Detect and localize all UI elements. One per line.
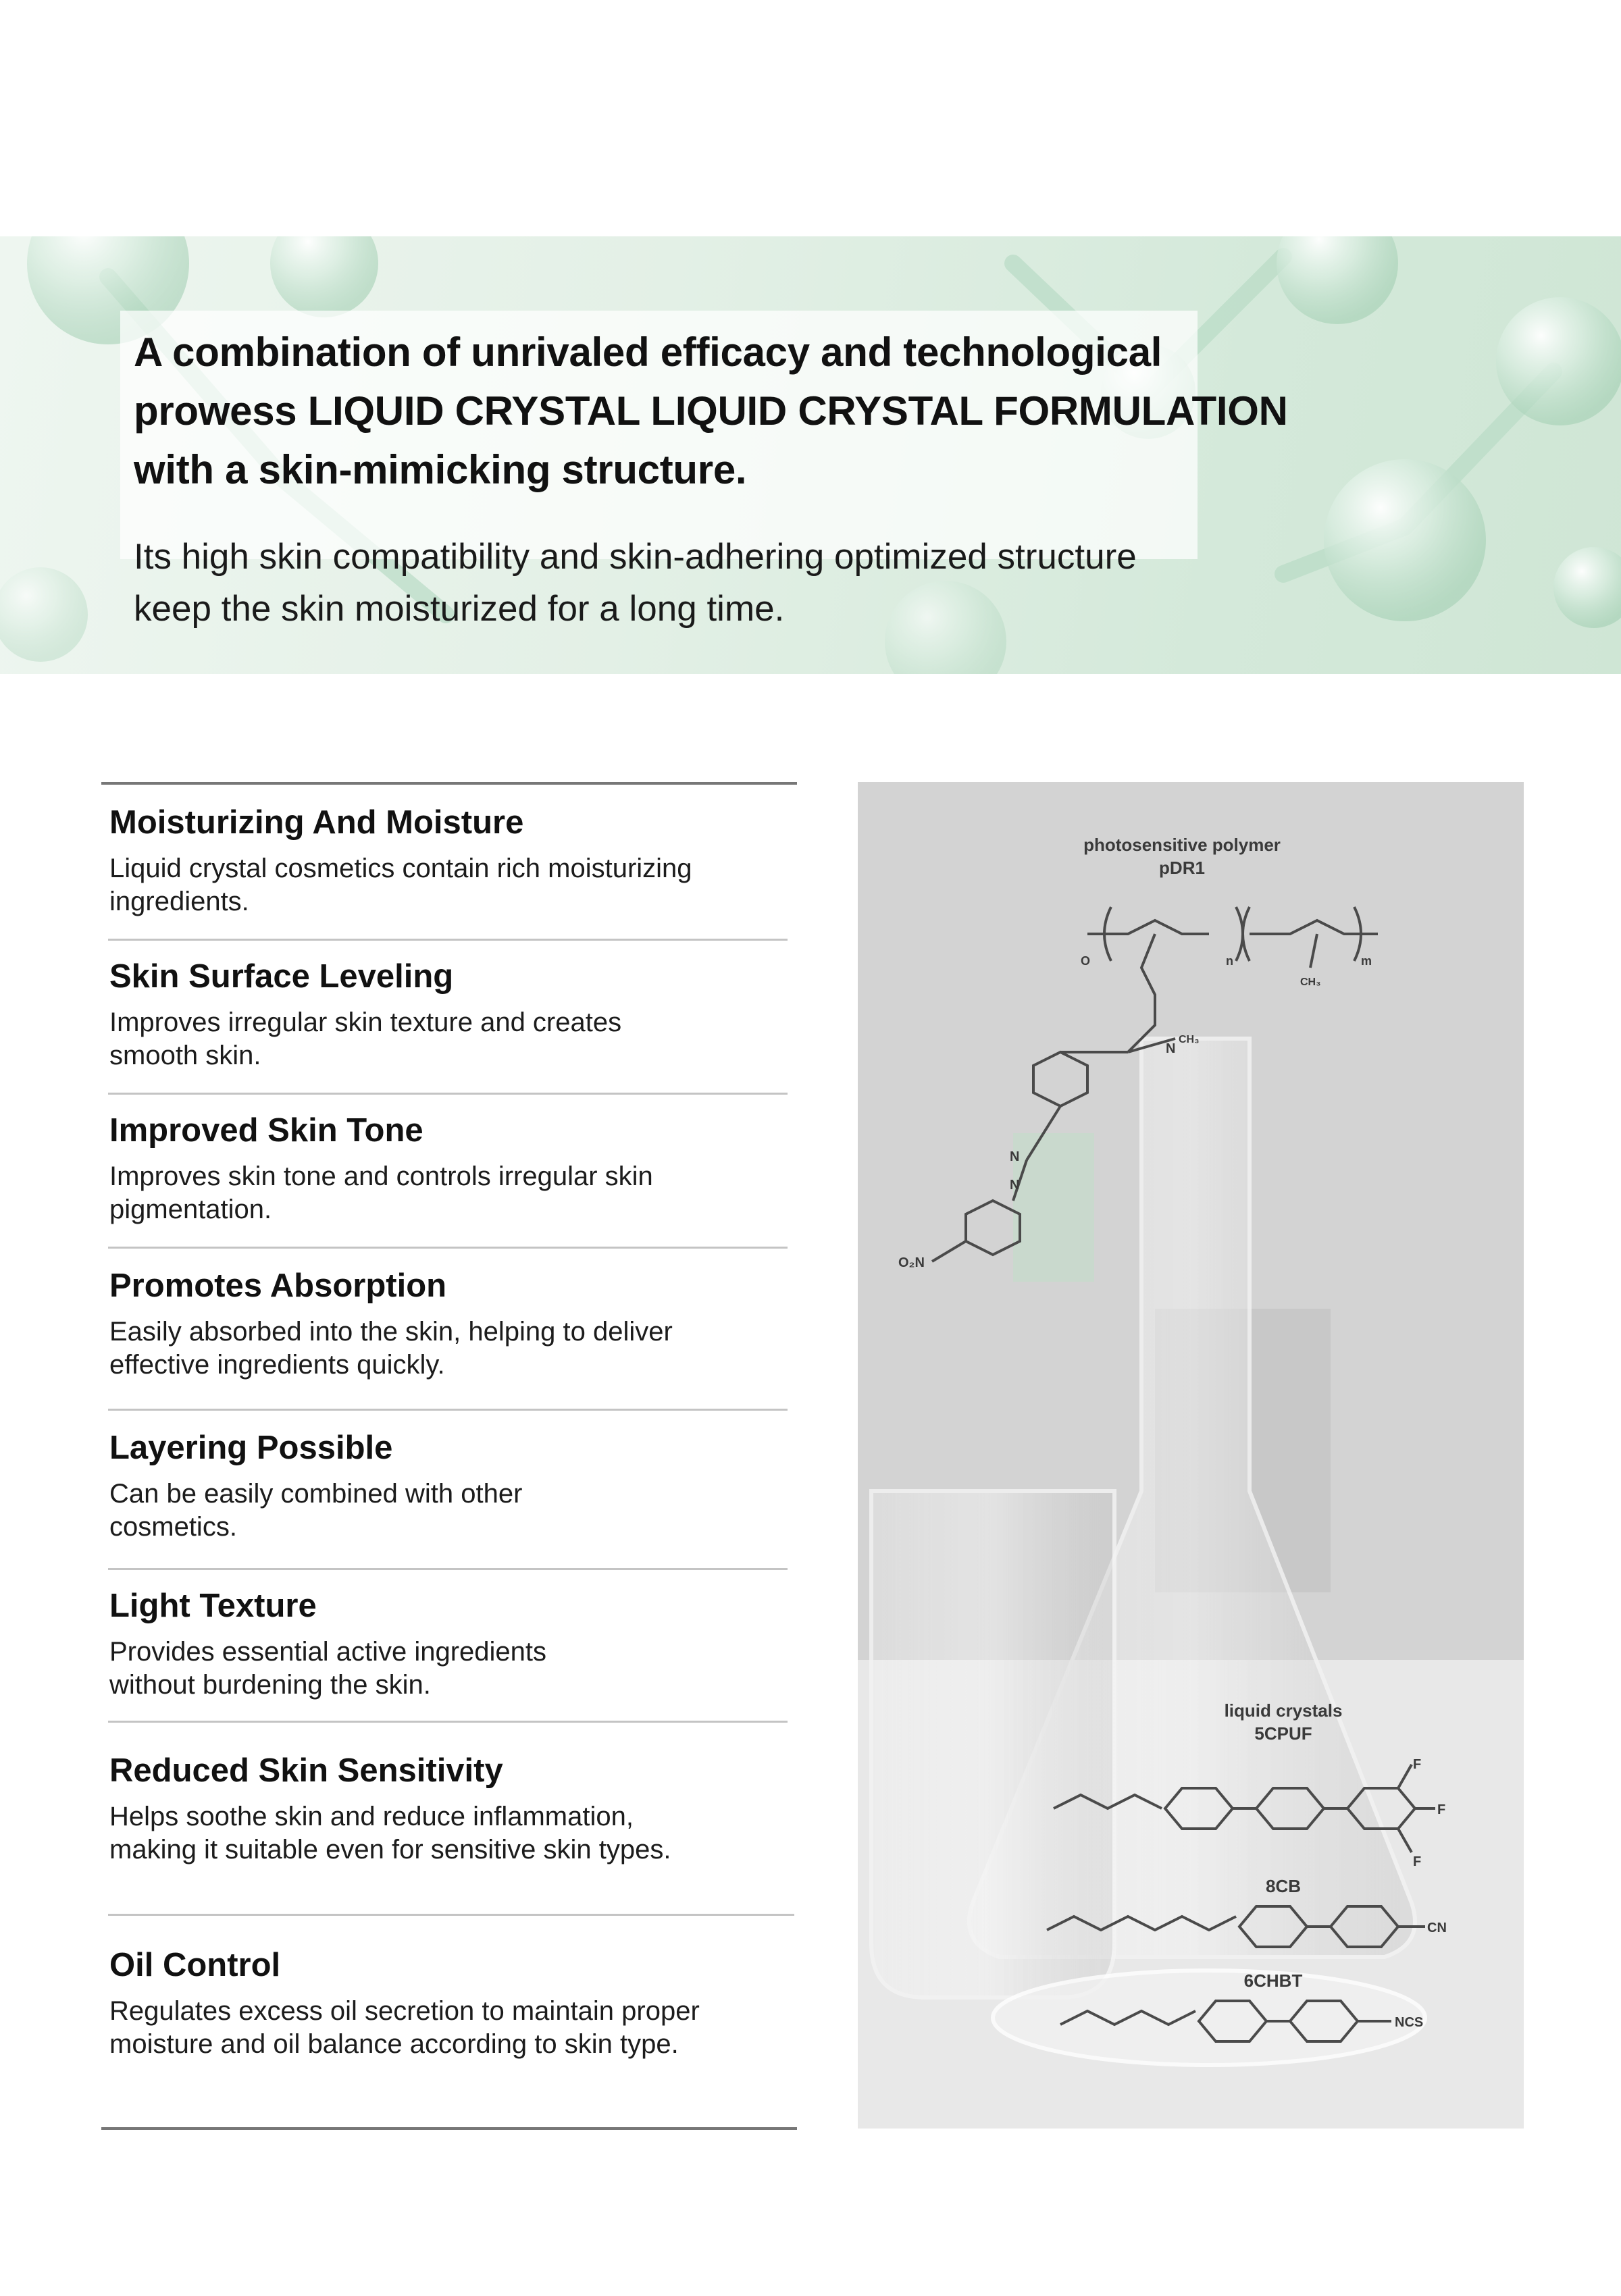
divider	[108, 1093, 788, 1095]
feature-description	[109, 1478, 785, 1544]
atom-label-f: F	[1413, 1854, 1422, 1869]
atom-label-f: F	[1413, 1757, 1422, 1772]
feature-description	[109, 1800, 785, 1867]
feature-desc-line: Liquid crystal cosmetics contain rich moisturizing	[109, 854, 692, 883]
lc-5cpuf-name: 5CPUF	[1254, 1723, 1312, 1744]
divider-top	[101, 782, 797, 785]
feature-item	[109, 1945, 785, 2061]
feature-item	[109, 1750, 785, 1867]
atom-label-ncs: NCS	[1395, 2015, 1424, 2030]
feature-title: Promotes Absorption	[109, 1268, 447, 1304]
lc-label: liquid crystals	[1224, 1700, 1343, 1721]
feature-item	[109, 1110, 785, 1226]
divider	[108, 939, 788, 941]
lc-6chbt-name: 6CHBT	[1243, 1971, 1303, 1991]
feature-desc-line: smooth skin.	[109, 1041, 261, 1070]
divider	[108, 1247, 788, 1249]
lab-photo-with-molecules	[858, 782, 1524, 2129]
hero-title	[134, 323, 1417, 499]
atom-label-n: N	[1010, 1178, 1020, 1193]
divider	[108, 1721, 788, 1723]
feature-description	[109, 1160, 785, 1226]
atom-label-ch3: CH₃	[1179, 1034, 1200, 1045]
hero-subtitle	[134, 531, 1349, 635]
atom-label-cn: CN	[1427, 1921, 1447, 1935]
feature-item	[109, 956, 785, 1072]
feature-title: Moisturizing And Moisture	[109, 804, 524, 841]
feature-description	[109, 1315, 785, 1382]
polymer-name: pDR1	[1159, 858, 1205, 878]
feature-desc-line: effective ingredients quickly.	[109, 1350, 445, 1380]
hero-subtitle-line: keep the skin moisturized for a long time.	[134, 589, 785, 629]
feature-list	[101, 782, 797, 2133]
divider	[108, 1409, 788, 1411]
lc-8cb-name: 8CB	[1265, 1876, 1301, 1896]
feature-item	[109, 1586, 785, 1702]
atom-label-o2n: O₂N	[898, 1255, 925, 1270]
feature-desc-line: Easily absorbed into the skin, helping to deliver	[109, 1317, 673, 1347]
atom-label-n-subscript: n	[1226, 954, 1233, 968]
atom-label-ch3: CH₃	[1300, 976, 1321, 988]
feature-description	[109, 1995, 785, 2061]
lab-glassware-graphic	[858, 782, 1524, 2129]
feature-desc-line: Improves irregular skin texture and creates	[109, 1008, 622, 1037]
feature-desc-line: Improves skin tone and controls irregular skin	[109, 1162, 653, 1191]
divider	[108, 1914, 794, 1916]
feature-title: Layering Possible	[109, 1430, 393, 1466]
feature-item	[109, 1428, 785, 1544]
divider-bottom	[101, 2127, 797, 2130]
polymer-label: photosensitive polymer	[1083, 835, 1281, 855]
feature-title: Skin Surface Leveling	[109, 958, 454, 995]
feature-desc-line: ingredients.	[109, 887, 249, 916]
hero-title-line: A combination of unrivaled efficacy and technological	[134, 330, 1162, 375]
feature-desc-line: making it suitable even for sensitive skin types.	[109, 1835, 671, 1864]
hero-title-line: prowess LIQUID CRYSTAL LIQUID CRYSTAL FORMULATION	[134, 388, 1288, 434]
hero-title-line: with a skin-mimicking structure.	[134, 447, 747, 492]
feature-title: Improved Skin Tone	[109, 1112, 423, 1149]
divider	[108, 1568, 788, 1570]
feature-description	[109, 852, 785, 918]
lc-caption	[1195, 1699, 1371, 1745]
feature-title: Reduced Skin Sensitivity	[109, 1752, 503, 1789]
feature-description	[109, 1636, 785, 1702]
feature-item	[109, 1266, 785, 1382]
feature-title: Light Texture	[109, 1588, 317, 1624]
feature-desc-line: moisture and oil balance according to skin type.	[109, 2029, 679, 2059]
feature-title: Oil Control	[109, 1947, 281, 1983]
atom-label-o: O	[1081, 954, 1091, 968]
feature-desc-line: pigmentation.	[109, 1195, 272, 1224]
feature-description	[109, 1006, 785, 1072]
atom-label-n: N	[1010, 1149, 1020, 1164]
feature-desc-line: Provides essential active ingredients	[109, 1637, 547, 1667]
atom-label-f: F	[1437, 1802, 1446, 1817]
feature-item	[109, 802, 785, 918]
feature-desc-line: Regulates excess oil secretion to maintain proper	[109, 1996, 700, 2026]
atom-label-n: N	[1166, 1041, 1176, 1056]
atom-label-m-subscript: m	[1361, 954, 1372, 968]
hero-subtitle-line: Its high skin compatibility and skin-adhering optimized structure	[134, 537, 1137, 577]
feature-desc-line: Helps soothe skin and reduce inflammation,	[109, 1802, 634, 1831]
feature-desc-line: Can be easily combined with other	[109, 1479, 523, 1509]
hero-banner	[0, 236, 1621, 674]
feature-desc-line: cosmetics.	[109, 1512, 237, 1542]
feature-desc-line: without burdening the skin.	[109, 1670, 431, 1700]
polymer-caption	[1006, 833, 1358, 879]
